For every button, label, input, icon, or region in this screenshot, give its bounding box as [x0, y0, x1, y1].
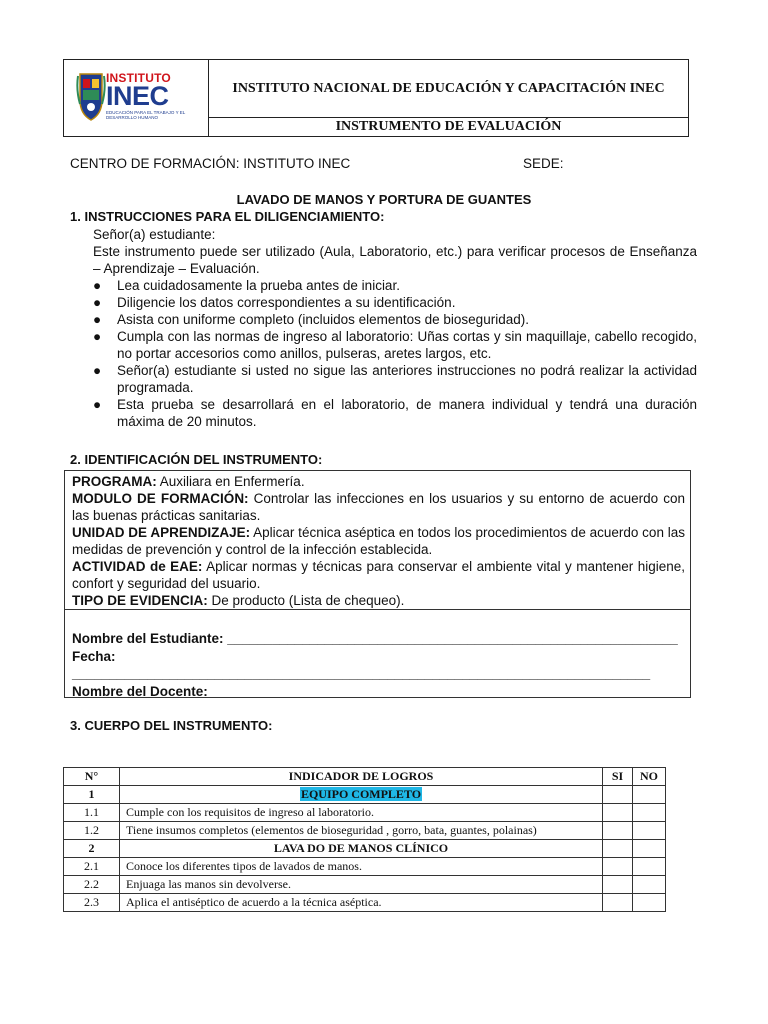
table-row: 2.3 Aplica el antiséptico de acuerdo a la técnica aséptica.	[64, 894, 666, 912]
section-2-heading: 2. IDENTIFICACIÓN DEL INSTRUMENTO:	[70, 452, 323, 467]
list-item: ● Cumpla con las normas de ingreso al laboratorio: Uñas cortas y sin maquillaje, cabello recogido, no portar accesorios como anillos, pulseras, aretes largos, etc.	[93, 329, 697, 361]
no-checkbox[interactable]	[633, 876, 666, 894]
teacher-name-field[interactable]: Nombre del Docente:	[72, 683, 208, 699]
table-row: 1 EQUIPO COMPLETO	[64, 786, 666, 804]
table-row: 1.1 Cumple con los requisitos de ingreso al laboratorio.	[64, 804, 666, 822]
logo-text-instituto: INSTITUTO	[106, 71, 171, 85]
evaluation-table	[63, 767, 666, 912]
table-row: 2 LAVA DO DE MANOS CLÍNICO	[64, 840, 666, 858]
si-checkbox[interactable]	[603, 804, 633, 822]
institution-title: INSTITUTO NACIONAL DE EDUCACIÓN Y CAPACITACIÓN INEC	[209, 60, 688, 118]
si-checkbox[interactable]	[603, 786, 633, 804]
no-checkbox[interactable]	[633, 858, 666, 876]
table-row: 2.1 Conoce los diferentes tipos de lavados de manos.	[64, 858, 666, 876]
no-checkbox[interactable]	[633, 786, 666, 804]
modulo-line: MODULO DE FORMACIÓN: Controlar las infecciones en los usuarios y su entorno de acuerdo con las buenas prácticas sanitarias.	[72, 491, 685, 523]
inec-logo	[76, 70, 198, 126]
table-row: 2.2 Enjuaga las manos sin devolverse.	[64, 876, 666, 894]
document-header	[63, 59, 689, 137]
greeting-text: Señor(a) estudiante:	[93, 227, 216, 242]
no-checkbox[interactable]	[633, 804, 666, 822]
document-title: LAVADO DE MANOS Y PORTURA DE GUANTES	[236, 192, 532, 207]
highlighted-section-title: EQUIPO COMPLETO	[300, 787, 422, 801]
col-header-number: N°	[64, 768, 120, 786]
list-item: ● Señor(a) estudiante si usted no sigue las anteriores instrucciones no podrá realizar la actividad programada.	[93, 363, 697, 395]
col-header-si: SI	[603, 768, 633, 786]
list-item: ● Asista con uniforme completo (incluidos elementos de bioseguridad).	[93, 312, 529, 327]
student-name-field[interactable]: Nombre del Estudiante: ____________________________________________________________	[72, 631, 678, 646]
instrument-subtitle: INSTRUMENTO DE EVALUACIÓN	[335, 119, 562, 134]
unidad-line: UNIDAD DE APRENDIZAJE: Aplicar técnica aséptica en todos los procedimientos de acuerdo con las medidas de prevención y control de la infección establecida.	[72, 525, 685, 557]
logo-text-inec: INEC	[106, 81, 169, 111]
no-checkbox[interactable]	[633, 822, 666, 840]
logo-cell	[64, 60, 209, 136]
divider	[65, 609, 690, 610]
tipo-evidencia-line: TIPO DE EVIDENCIA: De producto (Lista de chequeo).	[72, 593, 405, 608]
no-checkbox[interactable]	[633, 894, 666, 912]
si-checkbox[interactable]	[603, 822, 633, 840]
section-3-heading: 3. CUERPO DEL INSTRUMENTO:	[70, 718, 273, 733]
si-checkbox[interactable]	[603, 876, 633, 894]
intro-paragraph: Este instrumento puede ser utilizado (Aula, Laboratorio, etc.) para verificar procesos de Enseñanza – Aprendizaje – Evaluación.	[93, 244, 697, 276]
list-item: ● Diligencie los datos correspondientes a su identificación.	[93, 295, 456, 310]
section-1-heading: 1. INSTRUCCIONES PARA EL DILIGENCIAMIENTO:	[70, 209, 385, 224]
col-header-no: NO	[633, 768, 666, 786]
identification-box	[64, 470, 691, 698]
actividad-line: ACTIVIDAD de EAE: Aplicar normas y técnicas para conservar el ambiente vital y mantener higiene, confort y seguridad del usuario.	[72, 559, 685, 591]
list-item: ● Lea cuidadosamente la prueba antes de iniciar.	[93, 278, 400, 293]
training-center-label: CENTRO DE FORMACIÓN: INSTITUTO INEC	[70, 156, 351, 171]
si-checkbox[interactable]	[603, 894, 633, 912]
no-checkbox[interactable]	[633, 840, 666, 858]
si-checkbox[interactable]	[603, 840, 633, 858]
programa-line: PROGRAMA: Auxiliara en Enfermería.	[72, 474, 305, 489]
list-item: ● Esta prueba se desarrollará en el laboratorio, de manera individual y tendrá una duración máxima de 20 minutos.	[93, 397, 697, 429]
logo-tagline: EDUCACIÓN PARA EL TRABAJO Y EL DESARROLLO HUMANO	[106, 110, 186, 120]
sede-label: SEDE:	[523, 156, 564, 171]
table-header-row	[64, 768, 666, 786]
crest-icon	[76, 70, 106, 122]
si-checkbox[interactable]	[603, 858, 633, 876]
table-row: 1.2 Tiene insumos completos (elementos de bioseguridad , gorro, bata, guantes, polainas)	[64, 822, 666, 840]
instructions-list	[93, 277, 697, 430]
col-header-indicator: INDICADOR DE LOGROS	[120, 768, 603, 786]
date-field[interactable]: Fecha: _____________________________________________________________________________	[72, 648, 651, 681]
